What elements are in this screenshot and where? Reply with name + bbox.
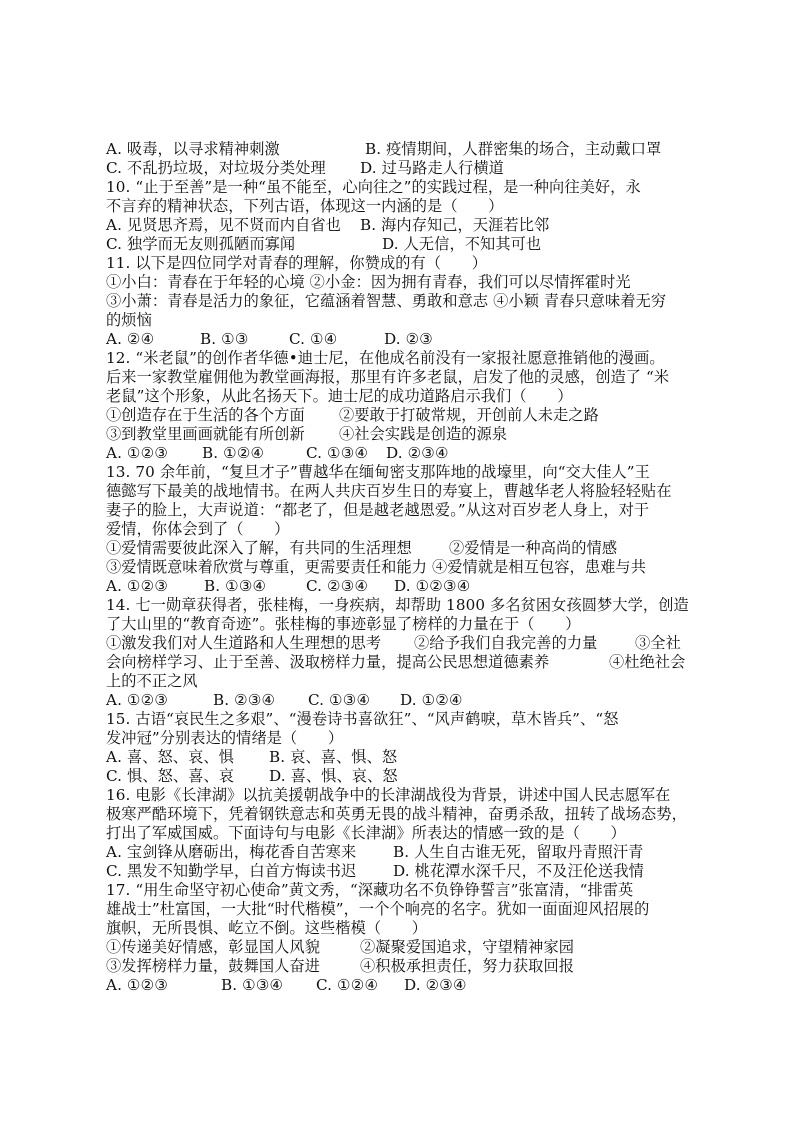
q12-stem-line-1: 12. “米老鼠”的创作者华德•迪士尼，在他成名前没有一家报社愿意推销他的漫画。 <box>106 349 665 367</box>
q9-option-b: B. 疫情期间，人群密集的场合，主动戴口罩 <box>365 140 662 158</box>
q12-option-b: B. ①②④ <box>202 444 265 462</box>
q16-stem-line-2: 极寒严酷环境下，凭着钢铁意志和英勇无畏的战斗精神，奋勇杀敌，扭转了战场态势， <box>106 805 687 823</box>
q13-stem-line-3: 妻子的脸上，大声说道：“都老了，但是越老越恩爱。”从这对百岁老人身上，对于 <box>106 501 650 519</box>
q16-option-c: C. 黑发不知勤学早，白首方悔读书迟 <box>106 862 357 880</box>
q12-option-d: D. ②③④ <box>386 444 449 462</box>
q17-stem-line-2: 雄战士”杜富国，一大批“时代楷模”，一个个响亮的名字。犹如一面面迎风招展的 <box>106 900 650 918</box>
q10-option-c: C. 独学而无友则孤陋而寡闻 <box>106 235 296 253</box>
q9-option-d: D. 过马路走人行横道 <box>360 159 504 177</box>
q13-statements-row-2: ③爱情既意味着欣赏与尊重，更需要责任和能力 ④爱情就是相互包容，患难与共 <box>106 558 646 576</box>
q15-stem-line-2: 发冲冠”分别表达的情绪是（ ） <box>106 729 344 747</box>
q13-option-b: B. ①③④ <box>204 577 267 595</box>
q13-option-d: D. ①②③④ <box>394 577 471 595</box>
q12-stem-line-3: 老鼠”这个形象，从此名扬天下。迪士尼的成功道路启示我们（ ） <box>106 387 573 405</box>
q11-statements-line-2: ③小萧：青春是活力的象征，它蕴涵着智慧、勇敢和意志 ④小颖 青春只意味着无穷 <box>106 292 667 310</box>
q12-statement-1: ①创造存在于生活的各个方面 <box>106 406 305 424</box>
q17-stem-line-1: 17. “用生命坚守初心使命”黄文秀，“深藏功名不负铮铮誓言”张富清，“排雷英 <box>106 881 634 899</box>
q15-option-a: A. 喜、怒、哀、惧 <box>106 748 234 766</box>
q10-option-a: A. 见贤思齐焉，见不贤而内自省也 <box>106 216 341 234</box>
q13-option-a: A. ①②③ <box>106 577 169 595</box>
q10-option-b: B. 海内存知己，天涯若比邻 <box>360 216 550 234</box>
q17-option-d: D. ②③④ <box>404 976 467 994</box>
q9-option-c: C. 不乱扔垃圾，对垃圾分类处理 <box>106 159 326 177</box>
q15-option-b: B. 哀、喜、惧、怒 <box>269 748 398 766</box>
q17-stem-line-3: 旗帜，无所畏惧、屹立不倒。这些楷模（ ） <box>106 919 428 937</box>
q11-option-d: D. ②③ <box>384 330 434 348</box>
q14-statement-2: ②给予我们自我完善的力量 <box>414 634 598 652</box>
q14-option-c: C. ①③④ <box>308 691 371 709</box>
q9-option-a: A. 吸毒，以寻求精神刺激 <box>106 140 280 158</box>
q17-statement-3: ③发挥榜样力量，鼓舞国人奋进 <box>106 957 321 975</box>
q10-stem-line-1: 10. “止于至善”是一种“虽不能至，心向往之”的实践过程，是一种向往美好，永 <box>106 178 641 196</box>
q15-option-c: C. 惧、怒、喜、哀 <box>106 767 235 785</box>
q11-stem-line-1: 11. 以下是四位同学对青春的理解，你赞成的有（ ） <box>106 254 487 272</box>
q12-statement-2: ②要敢于打破常规，开创前人未走之路 <box>339 406 599 424</box>
q12-option-c: C. ①③④ <box>306 444 369 462</box>
q13-stem-line-4: 爱情，你体会到了（ ） <box>106 520 290 538</box>
q13-stem-line-2: 德懿写下最美的战地情书。在两人共庆百岁生日的寿宴上，曹越华老人将脸轻轻贴在 <box>106 482 672 500</box>
q14-statement-3-start: ③全社 <box>635 634 681 652</box>
q17-option-b: B. ①③④ <box>221 976 284 994</box>
q15-stem-line-1: 15. 古语“哀民生之多艰”、“漫卷诗书喜欲狂”、“风声鹤唳，草木皆兵”、“怒 <box>106 710 619 728</box>
q14-statement-3-end: 会向榜样学习、止于至善、汲取榜样力量，提高公民思想道德素养 <box>106 653 550 671</box>
q14-option-b: B. ②③④ <box>213 691 276 709</box>
q16-option-d: D. 桃花潭水深千尺，不及汪伦送我情 <box>393 862 644 880</box>
q16-stem-line-1: 16. 电影《长津湖》以抗美援朝战争中的长津湖战役为背景，讲述中国人民志愿军在 <box>106 786 671 804</box>
q12-option-a: A. ①②③ <box>106 444 169 462</box>
q14-stem-line-2: 了大山里的“教育奇迹”。张桂梅的事迹彰显了榜样的力量在于（ ） <box>106 615 581 633</box>
q12-stem-line-2: 后来一家教堂雇佣他为教堂画海报，那里有许多老鼠，启发了他的灵感，创造了 “米 <box>106 368 670 386</box>
q10-stem-line-2: 不言弃的精神状态，下列古语，体现这一内涵的是（ ） <box>106 197 504 215</box>
q17-option-a: A. ①②③ <box>106 976 169 994</box>
q13-option-c: C. ②③④ <box>306 577 369 595</box>
q11-statements-line-1: ①小白：青春在于年轻的心境 ②小金：因为拥有青春，我们可以尽情挥霍时光 <box>106 273 631 291</box>
q14-statement-4-start: ④杜绝社会 <box>609 653 686 671</box>
q11-option-a: A. ②④ <box>106 330 155 348</box>
q11-statements-line-3: 的烦恼 <box>106 311 152 329</box>
q16-stem-line-3: 打出了军威国威。下面诗句与电影《长津湖》所表达的情感一致的是（ ） <box>106 824 626 842</box>
q17-statement-2: ②凝聚爱国追求，守望精神家园 <box>360 938 575 956</box>
q13-statement-1: ①爱情需要彼此深入了解，有共同的生活理想 <box>106 539 412 557</box>
q11-option-b: B. ①③ <box>200 330 249 348</box>
q14-statements-row-3: 上的不正之风 <box>106 672 198 690</box>
q12-statement-4: ④社会实践是创造的源泉 <box>339 425 508 443</box>
q11-option-c: C. ①④ <box>289 330 338 348</box>
q14-stem-line-1: 14. 七一勋章获得者，张桂梅，一身疾病，却帮助 1800 多名贫困女孩圆梦大学，创造 <box>106 596 689 614</box>
q15-option-d: D. 喜、惧、哀、怒 <box>269 767 398 785</box>
q16-option-a: A. 宝剑锋从磨砺出，梅花香自苦寒来 <box>106 843 357 861</box>
q12-statement-3: ③到教堂里画画就能有所创新 <box>106 425 305 443</box>
q13-stem-line-1: 13. 70 余年前，“复旦才子”曹越华在缅甸密支那阵地的战壕里，向“交大佳人”王 <box>106 463 650 481</box>
q17-option-c: C. ①②④ <box>316 976 379 994</box>
q14-statement-1: ①激发我们对人生道路和人生理想的思考 <box>106 634 382 652</box>
q10-option-d: D. 人无信，不知其可也 <box>382 235 542 253</box>
q16-option-b: B. 人生自古谁无死，留取丹青照汗青 <box>393 843 644 861</box>
q13-statement-2: ②爱情是一种高尚的情感 <box>449 539 618 557</box>
q17-statement-1: ①传递美好情感，彰显国人风貌 <box>106 938 321 956</box>
q14-option-d: D. ①②④ <box>400 691 463 709</box>
q17-statement-4: ④积极承担责任，努力获取回报 <box>360 957 575 975</box>
q14-option-a: A. ①②③ <box>106 691 169 709</box>
